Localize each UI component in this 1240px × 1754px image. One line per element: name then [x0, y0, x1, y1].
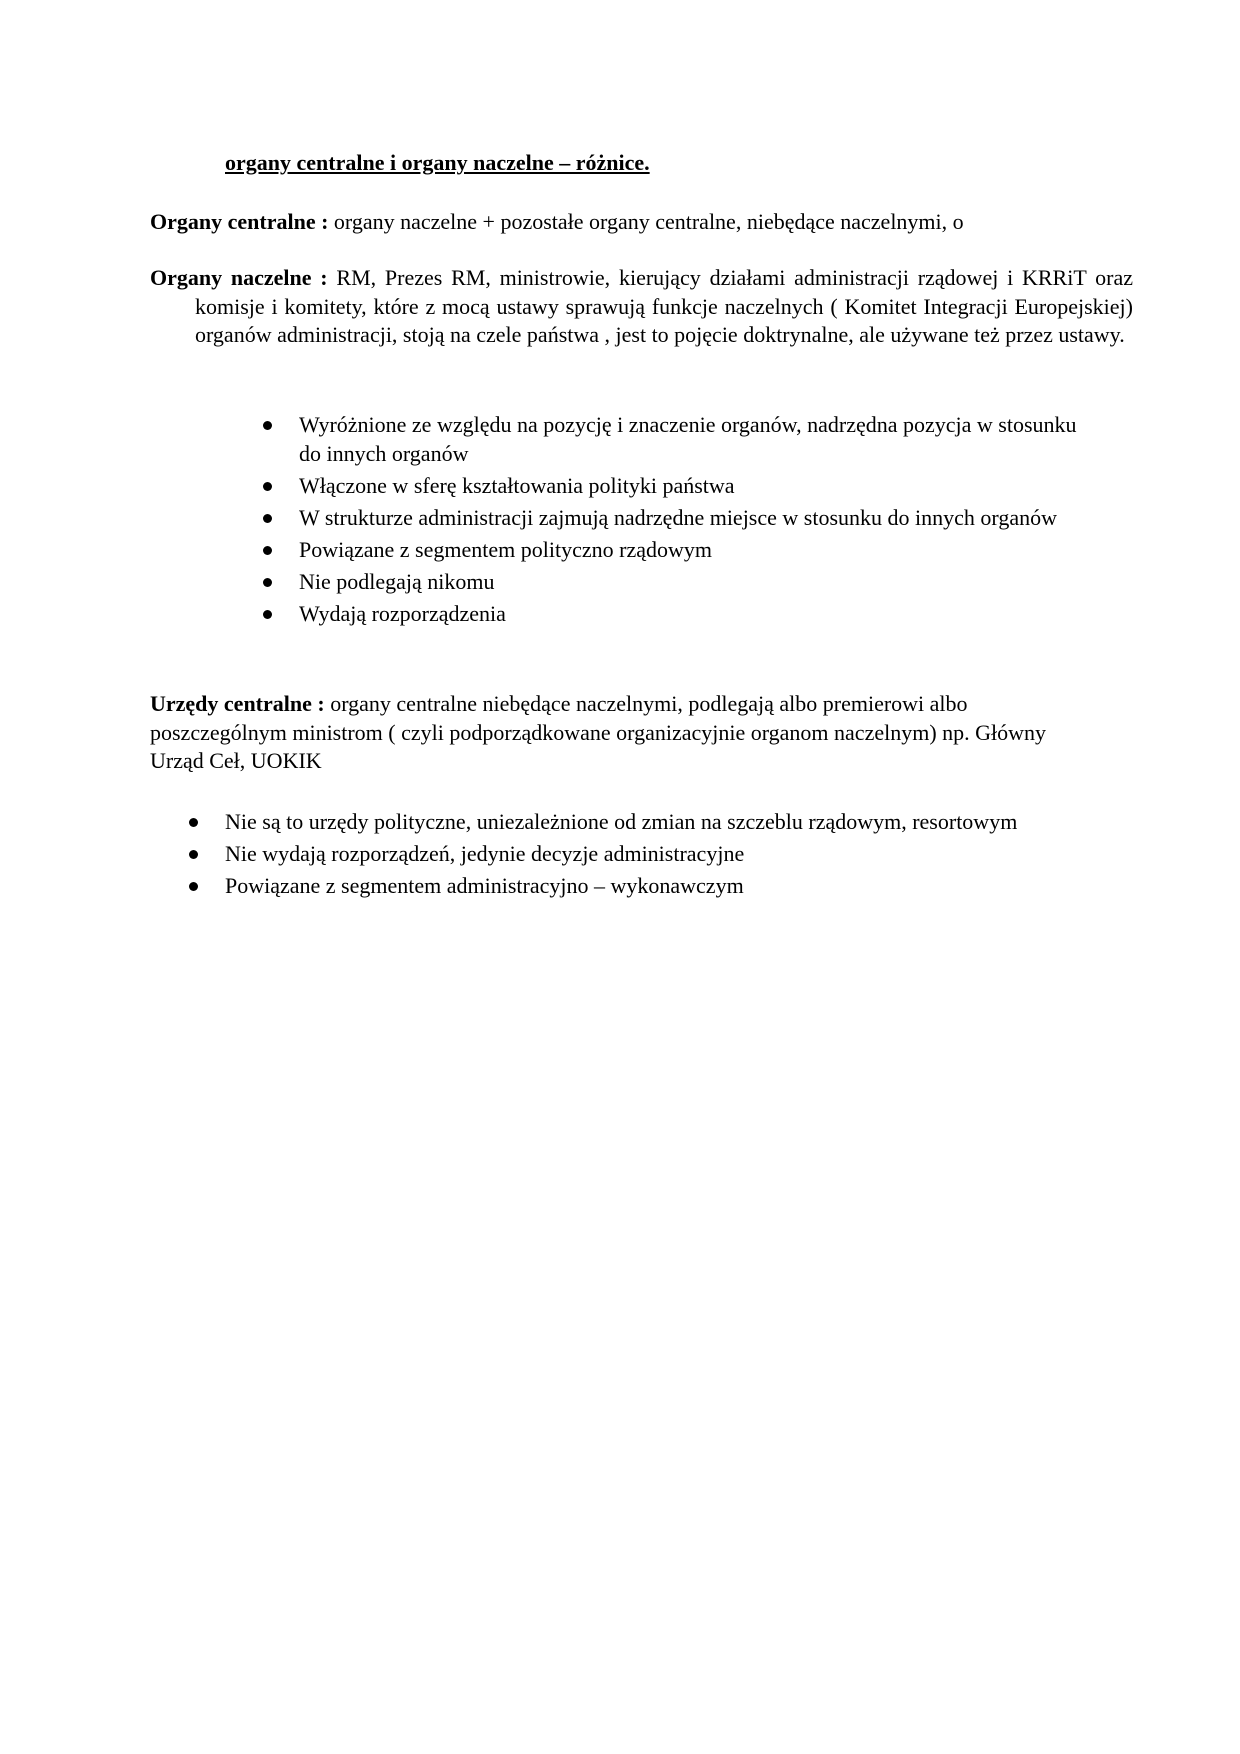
- list-item: [299, 536, 1099, 565]
- list-item-text: Nie są to urzędy polityczne, uniezależnione od zmian na szczeblu rządowym, resortowym: [225, 809, 1018, 834]
- bullet-icon: [189, 850, 198, 859]
- organy-centralne-label: Organy centralne :: [150, 209, 329, 234]
- organy-naczelne-label: Organy naczelne :: [150, 265, 328, 290]
- list-item-text: Powiązane z segmentem polityczno rządowym: [299, 536, 712, 562]
- list-item: [225, 840, 1085, 869]
- bullet-icon: [189, 882, 198, 891]
- list-item-text: Nie podlegają nikomu: [299, 568, 495, 594]
- organy-naczelne-bullet-list: [299, 411, 1099, 632]
- document-title: organy centralne i organy naczelne – różnice.: [225, 150, 650, 175]
- list-item: [299, 411, 1099, 468]
- bullet-icon: [263, 421, 272, 430]
- bullet-icon: [263, 610, 272, 619]
- bullet-icon: [189, 818, 198, 827]
- bullet-icon: [263, 578, 272, 587]
- list-item-text: Powiązane z segmentem administracyjno – wykonawczym: [225, 873, 744, 898]
- organy-centralne-paragraph: [150, 208, 1110, 237]
- organy-centralne-text: organy naczelne + pozostałe organy centralne, niebędące naczelnymi, o: [328, 209, 964, 234]
- list-item-text: Włączone w sferę kształtowania polityki państwa: [299, 472, 735, 498]
- urzedy-centralne-text: organy centralne niebędące naczelnymi, podlegają albo premierowi albo poszczególnym ministrom ( czyli podporządkowane organizacyjnie organom naczelnym) np. Główny Urząd Ceł, UOKIK: [150, 691, 1047, 773]
- bullet-icon: [263, 546, 272, 555]
- organy-naczelne-paragraph: [150, 264, 1133, 350]
- list-item: [299, 504, 1099, 533]
- urzedy-centralne-label: Urzędy centralne :: [150, 691, 325, 716]
- list-item: [299, 600, 1099, 629]
- list-item: [225, 872, 1085, 901]
- urzedy-centralne-bullet-list: [225, 808, 1085, 904]
- organy-naczelne-text: RM, Prezes RM, ministrowie, kierujący działami administracji rządowej i KRRiT oraz komisje i komitety, które z mocą ustawy sprawują funkcje naczelnych ( Komitet Integracji Europejskiej) organów administracji, stoją na czele państwa , jest to pojęcie doktrynalne, ale używane też przez ustawy.: [195, 265, 1133, 347]
- list-item: [299, 472, 1099, 501]
- list-item-text: Wyróżnione ze względu na pozycję i znaczenie organów, nadrzędna pozycja w stosunku do innych organów: [299, 412, 1077, 466]
- bullet-icon: [263, 514, 272, 523]
- list-item-text: Wydają rozporządzenia: [299, 600, 506, 626]
- bullet-icon: [263, 482, 272, 491]
- list-item: [299, 568, 1099, 597]
- list-item: [225, 808, 1085, 837]
- urzedy-centralne-paragraph: [150, 690, 1090, 776]
- list-item-text: W strukturze administracji zajmują nadrzędne miejsce w stosunku do innych organów: [299, 504, 1057, 530]
- list-item-text: Nie wydają rozporządzeń, jedynie decyzje administracyjne: [225, 841, 745, 866]
